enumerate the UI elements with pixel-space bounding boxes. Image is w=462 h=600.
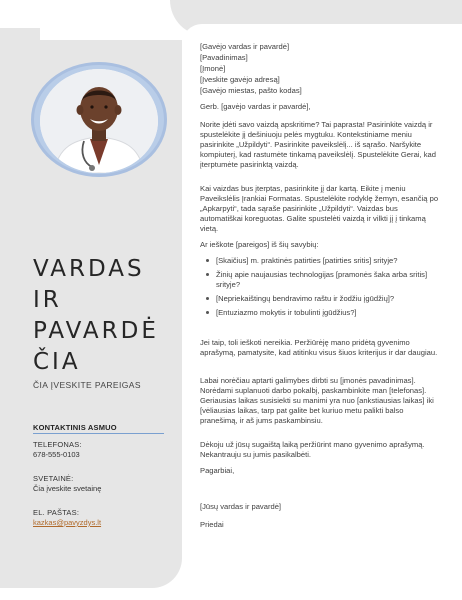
recipient-block (200, 41, 440, 96)
signature-name: [Jūsų vardas ir pavardė] (200, 502, 282, 511)
contact-divider (33, 433, 164, 434)
list-item: [Nepriekaištingų bendravimo raštu ir žodžiu įgūdžių]? (200, 294, 440, 304)
name-line: ČIA (33, 349, 81, 375)
paragraph-4: Labai norėčiau aptarti galimybes dirbti su [įmonės pavadinimas]. Norėdami suplanuoti darbo pokalbį, paskambinkite man [telefonas]. Geriausias laikas susisiekti su manimi yra nuo [ankstiausias laikas] iki [vėliausias laikas, tarp pat galite bet kuriuo metu palikti balso pranešimą, ir aš jums paskambinsiu. (200, 376, 434, 425)
contact-heading: KONTAKTINIS ASMUO (33, 423, 117, 432)
phone-label: TELEFONAS: (33, 440, 82, 449)
name-line: PAVARDĖ (33, 318, 159, 344)
recipient-line: [Gavėjo vardas ir pavardė] (200, 42, 290, 51)
email-link[interactable]: kazkas@pavyzdys.lt (33, 518, 102, 527)
paragraph-2: Kai vaizdas bus įterptas, pasirinkite jį dar kartą. Eikite į meniu Paveikslėlis Įrankiai Formatas. Spustelėkite rodyklę žemyn, esančią po „Apkarpyti“, tada sąraše pasirinkite „Užpildyti“. Vaizdas bus automatiškai koreguotas. Galite spustelėti vaizdą ir vilkti jį į tinkamą vietą. (200, 184, 439, 233)
greeting: Gerb. [gavėjo vardas ir pavardė], (200, 102, 311, 111)
qualification-list (200, 256, 440, 322)
closing: Pagarbiai, (200, 466, 235, 475)
list-item: [Skaičius] m. praktinės patirties [patirties sritis] srityje? (200, 256, 440, 266)
recipient-line: [Įmonė] (200, 64, 226, 73)
profile-photo-frame[interactable] (31, 62, 167, 177)
name-line: VARDAS (33, 256, 145, 282)
recipient-line: [Įveskite gavėjo adresą] (200, 75, 280, 84)
list-item: [Entuziazmo mokytis ir tobulinti įgūdžius?] (200, 308, 440, 318)
paragraph-3: Jei taip, toli ieškoti nereikia. Peržiūrėję mano pridėtą gyvenimo aprašymą, pamatysite, kad atitinku visus šiuos kriterijus ir dar daugiau. (200, 338, 438, 357)
list-item: Žinių apie naujausias technologijas [pramonės šaka arba sritis] srityje? (200, 270, 440, 290)
position-title: ČIA ĮVESKITE PAREIGAS (33, 380, 141, 390)
recipient-line: [Pavadinimas] (200, 53, 248, 62)
enclosure-note: Priedai (200, 520, 224, 529)
name-line: IR (33, 287, 62, 313)
website-label: SVETAINĖ: (33, 474, 74, 483)
list-intro: Ar ieškote [pareigos] iš šių savybių: (200, 240, 319, 249)
website-value[interactable]: Čia įveskite svetainę (33, 484, 102, 493)
sidebar-panel-top (0, 28, 40, 58)
paragraph-1: Norite įdėti savo vaizdą apskritime? Tai paprasta! Pasirinkite vaizdą ir spustelėkite jį dešiniuoju pelės mygtuku. Kontekstiniame meniu pasirinkite „Užpildyti“. Pasirinkite paveikslėlį... iš sąrašo. Naršykite kompiuterį, kad rastumėte tinkamą paveikslėlį. Spustelėkite Gerai, kad įterptumėte pasirinktą vaizdą. (200, 120, 436, 169)
applicant-name (33, 254, 173, 378)
recipient-line: [Gavėjo miestas, pašto kodas] (200, 86, 302, 95)
phone-value[interactable]: 678-555-0103 (33, 450, 80, 459)
paragraph-5: Dėkoju už jūsų sugaištą laiką peržiūrint mano gyvenimo aprašymą. Nekantrauju su jumis pasikalbėti. (200, 440, 425, 459)
email-label: EL. PAŠTAS: (33, 508, 80, 517)
doctor-portrait-image (40, 69, 158, 173)
profile-photo[interactable] (40, 69, 158, 173)
